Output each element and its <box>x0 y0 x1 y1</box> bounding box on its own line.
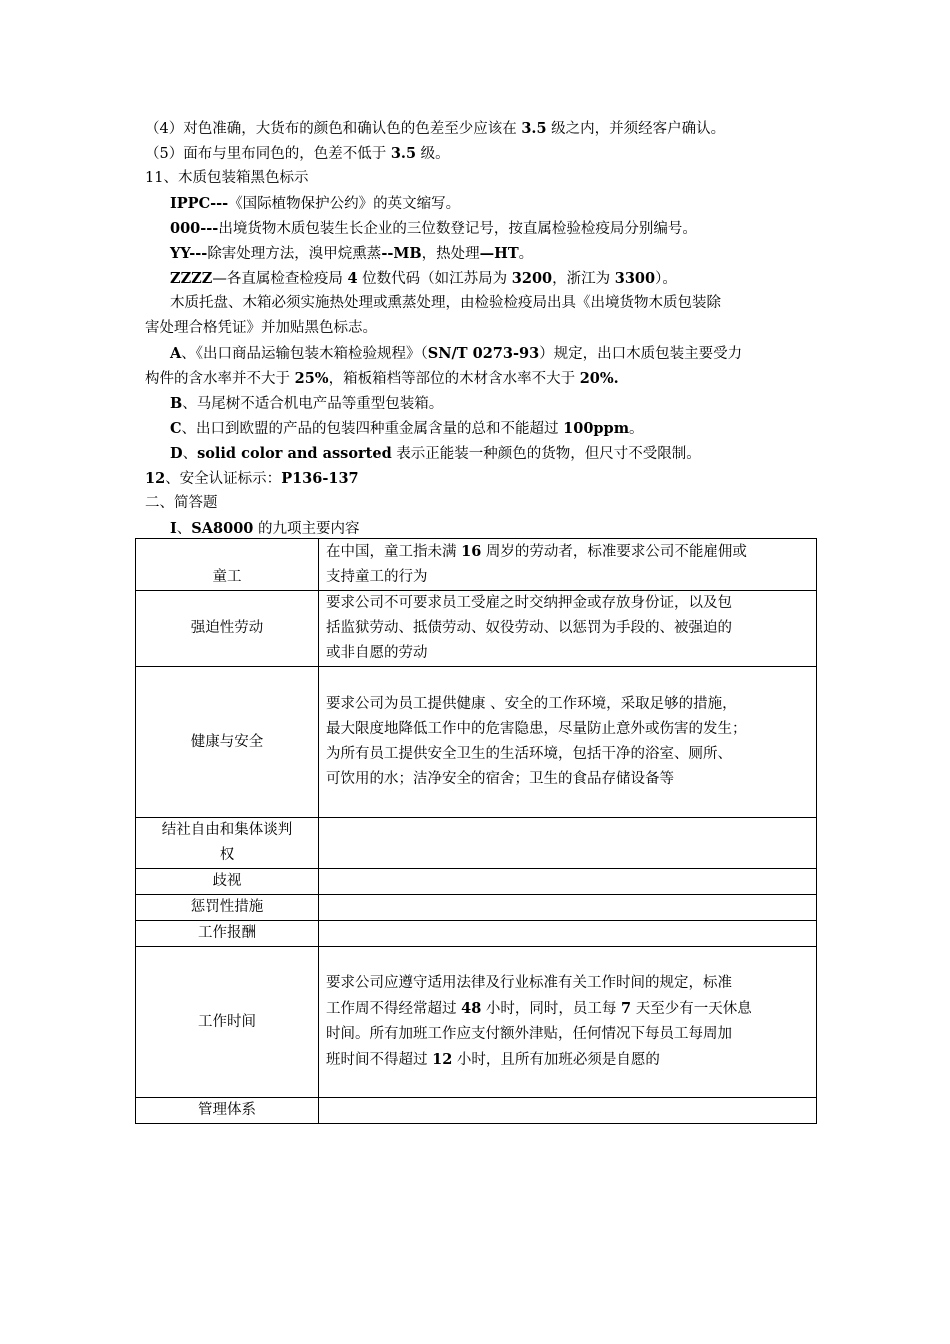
row-label: 结社自由和集体谈判 权 <box>136 818 319 869</box>
table-row <box>136 539 817 591</box>
text-line: YY---除害处理方法，溴甲烷熏蒸--MB，热处理—HT。 <box>170 245 534 262</box>
row-content <box>319 869 817 895</box>
row-label: 强迫性劳动 <box>136 591 319 667</box>
text-line: 害处理合格凭证》并加贴黑色标志。 <box>145 320 377 336</box>
table-row <box>136 1098 817 1124</box>
text-line: 000---出境货物木质包装生长企业的三位数登记号，按直属检验检疫局分别编号。 <box>170 220 697 237</box>
sa8000-table <box>135 538 817 1124</box>
row-content <box>319 895 817 921</box>
text-line: 构件的含水率并不大于 25%，箱板箱档等部位的木材含水率不大于 20%. <box>145 370 619 387</box>
row-content: 要求公司不可要求员工受雇之时交纳押金或存放身份证，以及包 括监狱劳动、抵债劳动、奴役劳动、以惩罚为手段的、被强迫的 或非自愿的劳动 <box>319 591 817 667</box>
table-row <box>136 667 817 818</box>
row-label: 童工 <box>136 539 319 591</box>
table-row <box>136 869 817 895</box>
row-label: 歧视 <box>136 869 319 895</box>
text-line: A、《出口商品运输包装木箱检验规程》（SN/T 0273-93）规定，出口木质包装主要受力 <box>170 345 743 362</box>
section-heading: I、SA8000 的九项主要内容 <box>170 520 360 537</box>
row-content: 要求公司为员工提供健康 、安全的工作环境，采取足够的措施， 最大限度地降低工作中的危害隐患，尽量防止意外或伤害的发生； 为所有员工提供安全卫生的生活环境，包括干净的浴室、厕所、 可饮用的水；洁净安全的宿舍；卫生的食品存储设备等 <box>319 667 817 818</box>
text-line: ZZZZ—各直属检查检疫局 4 位数代码（如江苏局为 3200，浙江为 3300）。 <box>170 270 677 287</box>
table-row <box>136 921 817 947</box>
text-line: D、solid color and assorted 表示正能装一种颜色的货物，但尺寸不受限制。 <box>170 445 701 462</box>
row-content: 要求公司应遵守适用法律及行业标准有关工作时间的规定，标准 工作周不得经常超过 48 小时，同时，员工每 7 天至少有一天休息 时间。所有加班工作应支付额外津贴，任何情况下每员工每周加 班时间不得超过 12 小时，且所有加班必须是自愿的 <box>319 947 817 1098</box>
text-line: （5）面布与里布同色的，色差不低于 3.5 级。 <box>145 145 450 162</box>
row-label: 工作报酬 <box>136 921 319 947</box>
table-row <box>136 818 817 869</box>
row-label: 健康与安全 <box>136 667 319 818</box>
section-heading: 11、木质包装箱黑色标示 <box>145 170 309 186</box>
row-label: 管理体系 <box>136 1098 319 1124</box>
table-row <box>136 591 817 667</box>
row-content: 在中国，童工指未满 16 周岁的劳动者，标准要求公司不能雇佣或 支持童工的行为 <box>319 539 817 591</box>
row-label: 惩罚性措施 <box>136 895 319 921</box>
section-heading: 二、简答题 <box>145 495 218 511</box>
document-body <box>145 116 817 541</box>
text-line: 木质托盘、木箱必须实施热处理或熏蒸处理，由检验检疫局出具《出境货物木质包装除 <box>170 295 721 311</box>
row-content <box>319 921 817 947</box>
text-line: （4）对色准确，大货布的颜色和确认色的色差至少应该在 3.5 级之内，并须经客户确认。 <box>145 120 726 137</box>
row-label: 工作时间 <box>136 947 319 1098</box>
table-row <box>136 895 817 921</box>
text-line: C、出口到欧盟的产品的包装四种重金属含量的总和不能超过 100ppm。 <box>170 420 644 437</box>
row-content <box>319 1098 817 1124</box>
table-row <box>136 947 817 1098</box>
text-line: B、马尾树不适合机电产品等重型包装箱。 <box>170 395 444 412</box>
row-content <box>319 818 817 869</box>
text-line: IPPC---《国际植物保护公约》的英文缩写。 <box>170 195 461 212</box>
section-heading: 12、安全认证标示：P136-137 <box>145 470 359 487</box>
